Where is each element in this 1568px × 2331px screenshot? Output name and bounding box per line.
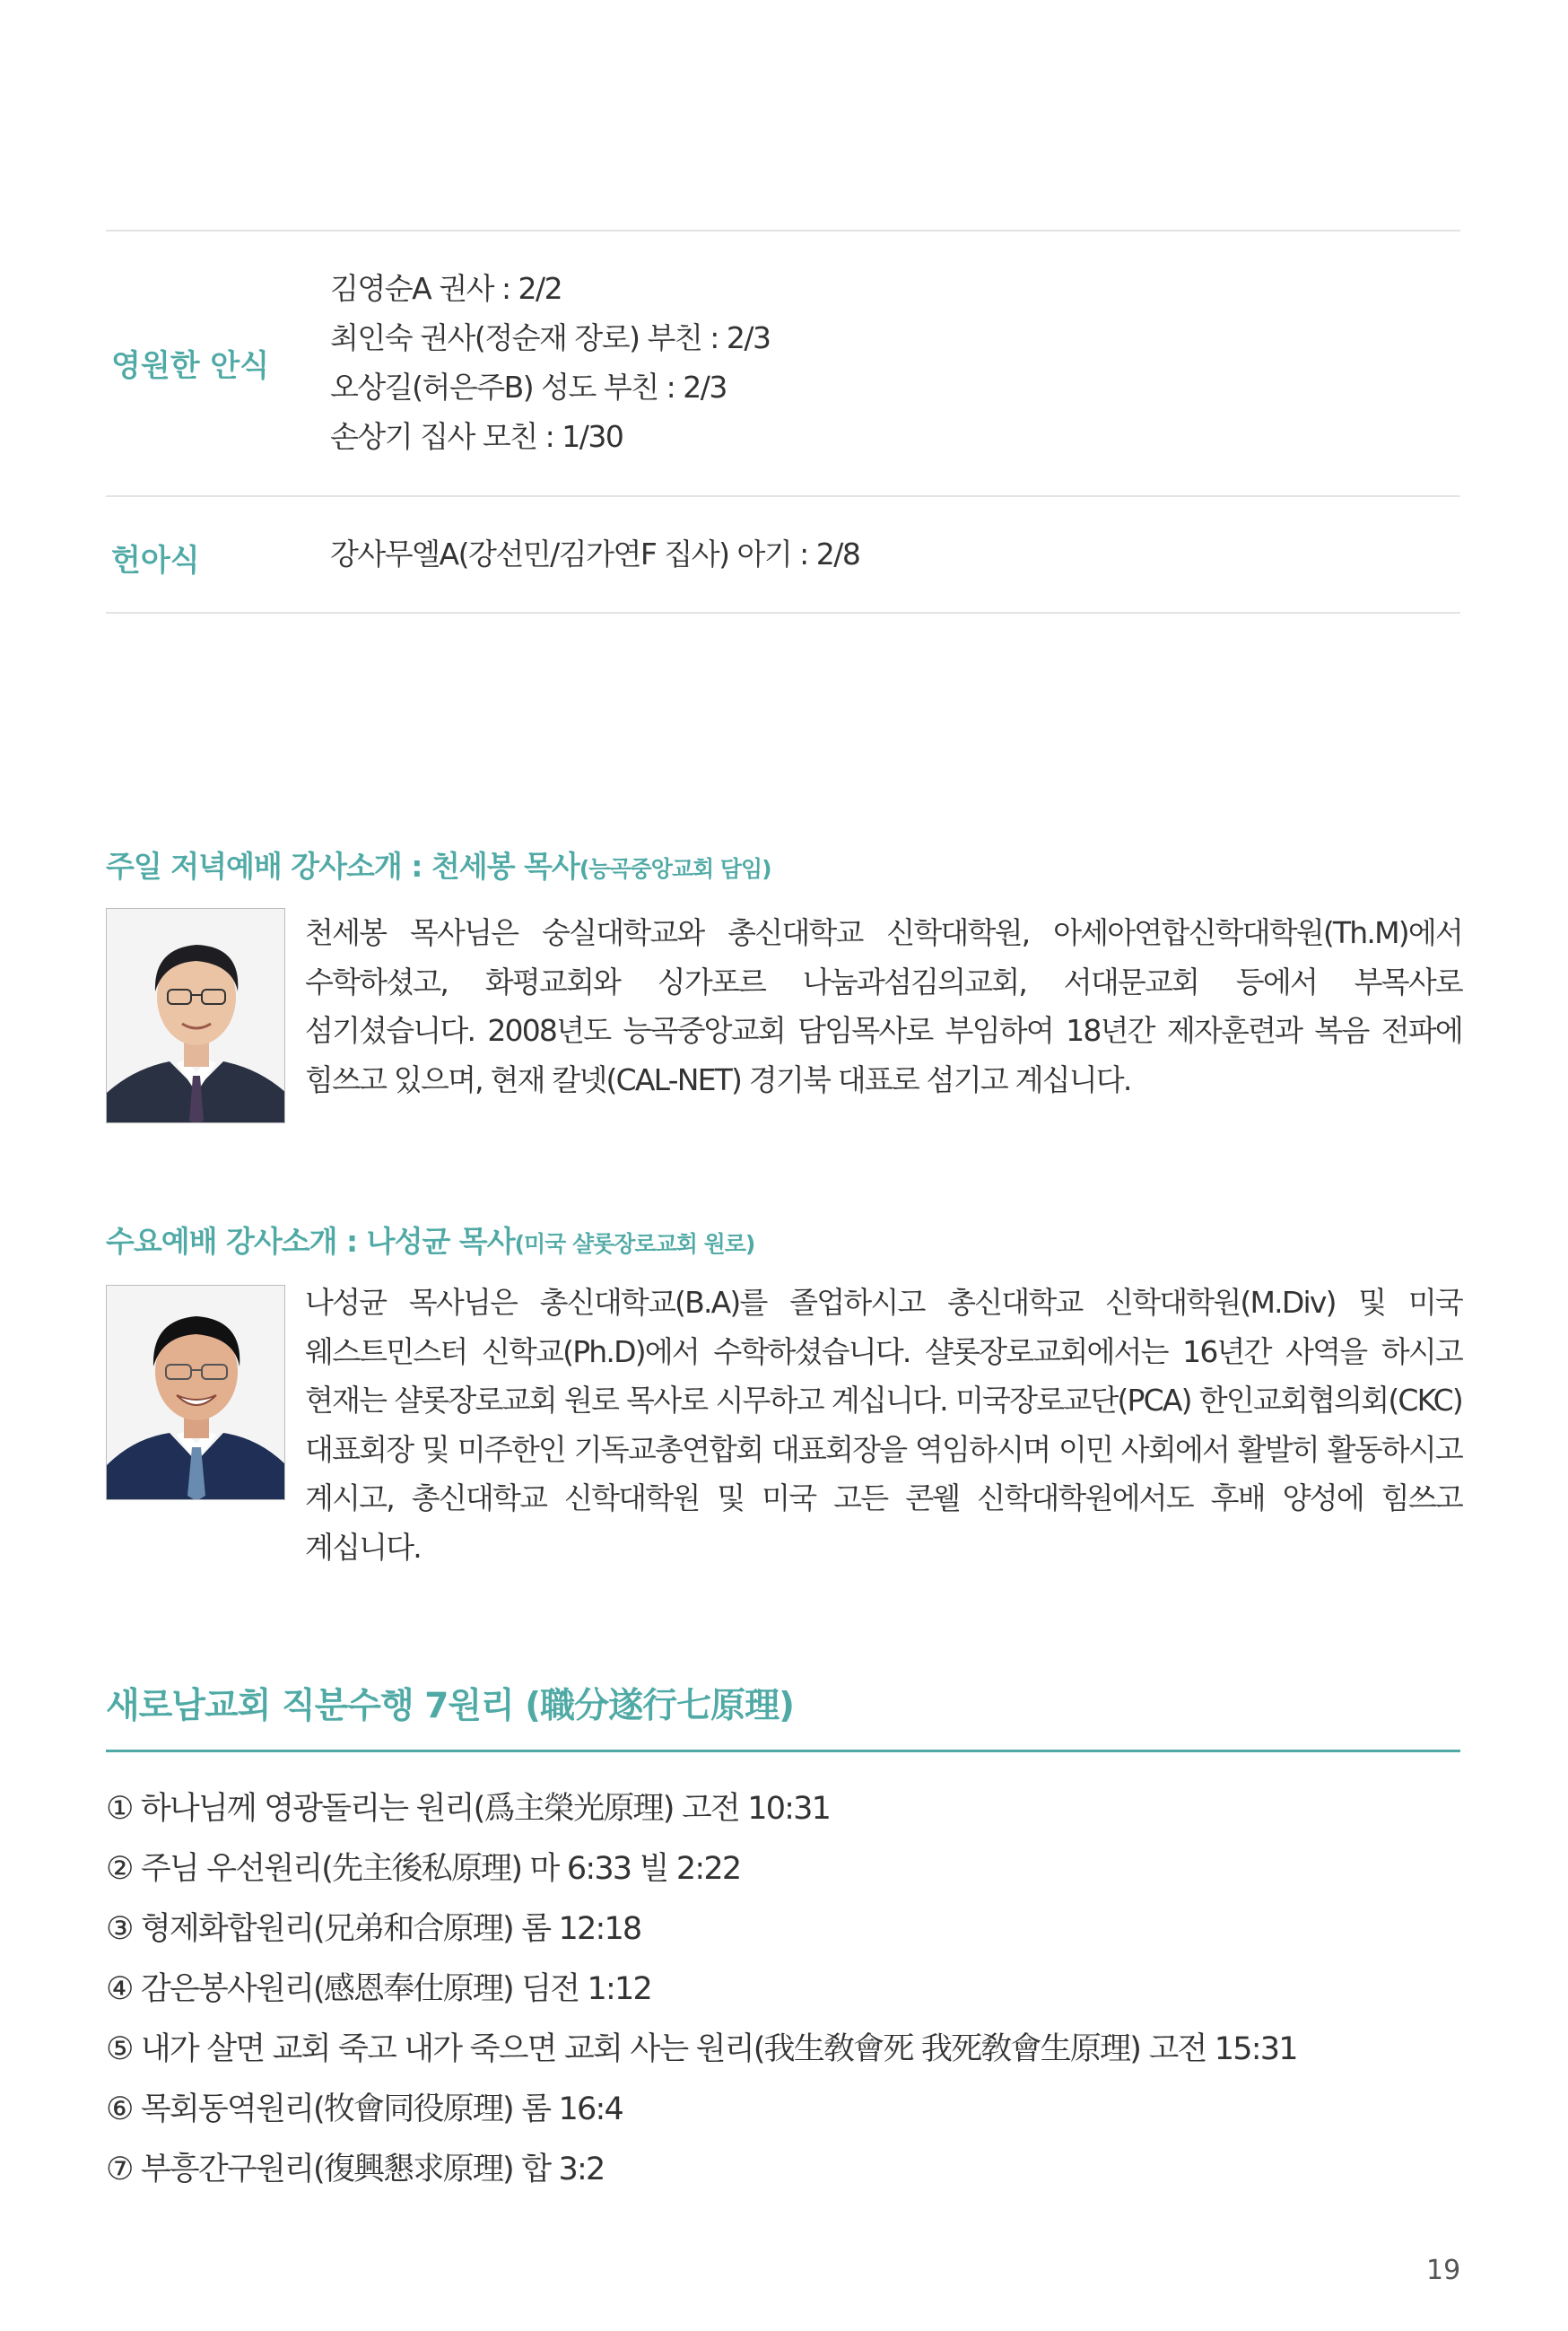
- dedication-entry: 강사무엘A(강선민/김가연F 집사) 아기 : 2/8: [330, 537, 860, 572]
- principle-item: ⑦ 부흥간구원리(復興懇求原理) 합 3:2: [106, 2152, 605, 2187]
- row-divider: [106, 495, 1460, 497]
- speaker1-subtitle: (능곡중앙교회 담임): [579, 856, 771, 882]
- memorial-entry: 김영순A 권사 : 2/2: [330, 271, 562, 306]
- principles-divider: [106, 1750, 1460, 1752]
- principle-item: ⑤ 내가 살면 교회 죽고 내가 죽으면 교회 사는 원리(我生敎會死 我死敎會生原理) 고전 15:31: [106, 2031, 1297, 2067]
- bottom-divider: [106, 612, 1460, 614]
- speaker2-photo: [106, 1285, 285, 1500]
- principle-item: ③ 형제화합원리(兄弟和合原理) 롬 12:18: [106, 1911, 641, 1947]
- memorial-entry: 최인숙 권사(정순재 장로) 부친 : 2/3: [330, 320, 771, 355]
- principles-list: [106, 1779, 1297, 2200]
- principles-title: 새로남교회 직분수행 7원리 (職分遂行七原理): [106, 1686, 794, 1726]
- principle-item: ⑥ 목회동역원리(牧會同役原理) 롬 16:4: [106, 2091, 623, 2127]
- memorial-entry: 오상길(허은주B) 성도 부친 : 2/3: [330, 370, 727, 405]
- speaker1-bio: 천세봉 목사님은 숭실대학교와 총신대학교 신학대학원, 아세아연합신학대학원(Th.M)에서 수학하셨고, 화평교회와 싱가포르 나눔과섬김의교회, 서대문교회 등에서 부목사로 섬기셨습니다. 2008년도 능곡중앙교회 담임목사로 부임하여 18년간 제자훈련과 복음 전파에 힘쓰고 있으며, 현재 칼넷(CAL-NET) 경기북 대표로 섬기고 계십니다.: [305, 915, 1462, 1097]
- principle-item: ① 하나님께 영광돌리는 원리(爲主榮光原理) 고전 10:31: [106, 1791, 831, 1827]
- speaker2-title: 수요예배 강사소개 : 나성균 목사: [106, 1224, 515, 1259]
- speaker2-heading: [106, 1218, 754, 1261]
- speaker1-heading: [106, 843, 771, 886]
- speaker1-photo: [106, 908, 285, 1123]
- dedication-list: [330, 529, 859, 579]
- top-divider: [106, 230, 1460, 231]
- memorial-label: 영원한 안식: [111, 348, 270, 384]
- speaker2-subtitle: (미국 샬롯장로교회 원로): [514, 1231, 755, 1257]
- principle-item: ④ 감은봉사원리(感恩奉仕原理) 딤전 1:12: [106, 1971, 651, 2007]
- memorial-entry: 손상기 집사 모친 : 1/30: [330, 419, 623, 454]
- speaker2-bio: 나성균 목사님은 총신대학교(B.A)를 졸업하시고 총신대학교 신학대학원(M.Div) 및 미국 웨스트민스터 신학교(Ph.D)에서 수학하셨습니다. 샬롯장로교회에서는 16년간 사역을 하시고 현재는 샬롯장로교회 원로 목사로 시무하고 계십니다. 미국장로교단(PCA) 한인교회협의회(CKC) 대표회장 및 미주한인 기독교총연합회 대표회장을 역임하시며 이민 사회에서 활발히 활동하시고 계시고, 총신대학교 신학대학원 및 미국 고든 콘웰 신학대학원에서도 후배 양성에 힘쓰고 계십니다.: [305, 1285, 1462, 1565]
- principle-item: ② 주님 우선원리(先主後私原理) 마 6:33 빌 2:22: [106, 1851, 741, 1887]
- dedication-label: 헌아식: [111, 543, 200, 579]
- speaker1-title: 주일 저녁예배 강사소개 : 천세봉 목사: [106, 849, 579, 884]
- page-number: 19: [1426, 2255, 1461, 2286]
- memorial-list: [330, 264, 770, 461]
